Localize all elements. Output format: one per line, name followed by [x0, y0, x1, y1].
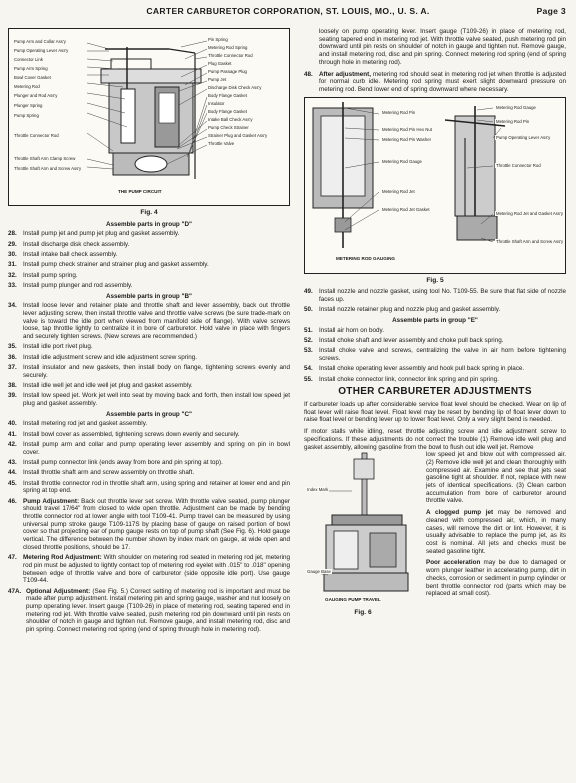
list-item [8, 354, 290, 362]
figure-5-metering-rod-gauging [304, 97, 566, 274]
list-item [8, 364, 290, 379]
list-item [304, 306, 566, 314]
fig5-label: Pump Operating Lever Ass'y [496, 134, 551, 140]
list-item [8, 431, 290, 439]
item-number: 48. [304, 70, 313, 78]
fig4-label: Insulator [208, 101, 225, 106]
list-item [8, 343, 290, 351]
list-item [8, 392, 290, 407]
list-item [8, 251, 290, 259]
list-item [304, 365, 566, 373]
paragraph [426, 559, 566, 598]
list-item [8, 498, 290, 552]
group-c-heading: Assemble parts in group "C" [105, 410, 193, 418]
item-text: After adjustment, [319, 70, 371, 78]
list-item [304, 347, 566, 362]
item-text: Install insulator and new gaskets, then install body on flange, tightening screws evenly and securely. [23, 364, 290, 379]
paragraph [426, 509, 566, 555]
item-text: Install air horn on body. [319, 326, 384, 334]
item-number: 42. [8, 441, 17, 448]
fig4-label: Throttle Valve [208, 141, 235, 146]
paragraph-lead: Poor acceleration [426, 559, 481, 567]
item-number: 35. [8, 343, 17, 351]
group-d-heading: Assemble parts in group "D" [105, 220, 193, 228]
item-text: Pump Adjustment: [23, 497, 80, 505]
item-number: 28. [8, 230, 17, 238]
item-text: Install pump connector link (ends away from bore and pin spring at top). [23, 459, 223, 466]
section-title: OTHER CARBURETER ADJUSTMENTS [338, 386, 532, 398]
item-number: 31. [8, 261, 17, 269]
fig6-inner-title: GAUGING PUMP TRAVEL [325, 597, 381, 603]
fig4-label: Throttle Shaft Arm Clamp Screw [14, 156, 76, 161]
item-text: Install choke shaft and lever assembly and choke pull back spring. [319, 337, 504, 345]
item-text: Install loose lever and retainer plate and throttle shaft and lever assembly, back out throttle lever adjusting screw, then install throttle valve and throttle valve screws (be sure trade-mark on valve is toward the idle port when viewed from manifold side of flange). With valve screws loose, tap throttle lightly to centralize it in bore of carburetor. Hold valve in place with fingers and securely tighten screws. (New screws are recommended.) [23, 302, 290, 341]
fig5-label: Metering Rod Gauge [382, 158, 422, 164]
item-number: 47. [8, 554, 17, 562]
fig5-label: Metering Rod Jet and Gasket Ass'y [496, 210, 563, 216]
list-item [304, 71, 566, 94]
item-text: Install idle well jet and idle well jet plug and gasket assembly. [23, 382, 193, 389]
fig4-label: Pump Operating Lever Ass'y [14, 48, 69, 53]
page-header [0, 6, 576, 20]
item-text: Install idle port rivet plug. [23, 343, 93, 351]
item-text: Install pump arm and collar and pump operating lever assembly and spring on pin in bowl cover. [23, 441, 290, 456]
item-number: 51. [304, 326, 313, 334]
paragraph: If carbureter loads up after considerable service float level should be checked. Wear on lip of float lever will raise float level. Float level may be reset by bending lip of float lever down to raise float level or bending lever up to lower float level. Only a very slight bend is needed. [304, 401, 566, 424]
figure-6-wrap [304, 451, 566, 617]
fig4-label: Pump Arm Spring [14, 66, 48, 71]
item-text: Install choke connector link, connector link spring and pin spring. [319, 375, 499, 383]
list-item [304, 327, 566, 335]
fig4-label: Pump Jet [208, 77, 227, 82]
item-text: Install choke valve and screws, centralizing the valve in air horn before tightening screws. [319, 347, 566, 363]
item-number: 41. [8, 430, 17, 438]
fig4-label: Throttle Connector Rod [208, 53, 253, 58]
item-text: Install metering rod jet and gasket assembly. [23, 420, 148, 428]
fig5-label: Metering Rod Pin Hex Nut [382, 126, 432, 132]
fig4-inner-title: THE PUMP CIRCUIT [118, 189, 162, 194]
item-text: Install pump check strainer and strainer plug and gasket assembly. [23, 261, 209, 269]
item-number: 55. [304, 375, 313, 383]
item-text: Install discharge disk check assembly. [23, 240, 130, 248]
metering-rod-drawing [305, 98, 565, 273]
fig4-label: Body Flange Gasket [208, 109, 247, 114]
right-column [304, 28, 566, 617]
item-number: 39. [8, 392, 17, 400]
item-text: Install intake ball check assembly. [23, 251, 118, 258]
list-item [8, 459, 290, 467]
item-number: 33. [8, 281, 17, 289]
item-number: 37. [8, 364, 17, 371]
list-item [8, 272, 290, 280]
list-item [8, 420, 290, 428]
fig4-label: Bowl Cover Gasket [14, 75, 51, 80]
group-e-heading: Assemble parts in group "E" [392, 317, 478, 325]
item-number: 34. [8, 302, 17, 310]
item-text: Install throttle connector rod in throttle shaft arm, using spring and retainer at lower end and pin spring at top end. [23, 479, 290, 495]
item-number: 44. [8, 469, 17, 477]
fig6-label: Index Mark [307, 487, 329, 493]
paragraph: low speed jet and blow out with compressed air. (2) Remove idle well jet and clean thoroughly with compressed air. Examine and see that jets seat gasoline tight at shoulder. If not, replace with new jets of identical specifications. (3) Clean carbon accumulation from bore of carburetor around throttle valve. [426, 451, 566, 505]
fig4-label: Intake Ball Check Ass'y [208, 117, 253, 122]
item-number: 47A. [8, 587, 22, 595]
fig5-label: Throttle Connector Rod [496, 162, 541, 168]
fig5-label: Metering Rod Pin [382, 109, 416, 115]
paragraph: If motor stalls while idling, reset throttle adjusting screw and idle adjustment screw to specifications. If these adjustments do not correct the trouble (1) Remove idle well plug and gasket assembly, allowing gasoline from the bowl to flush out idle well jet. Remove [304, 428, 566, 451]
list-item [8, 480, 290, 495]
group-b-heading: Assemble parts in group "B" [105, 292, 193, 300]
fig4-label: Pump Check Strainer [208, 125, 249, 130]
figure-6-caption: Fig. 6 [354, 609, 372, 617]
item-text: (See Fig. 5.) Correct setting of metering rod is important and must be made after pump adjustment. Install metering pin and spring gauge, washer and nut loosely on pump operating lever. Insert gauge (T109-26) in place of metering rod, seating tapered end in metering rod jet. With throttle valve seated, push metering rod pin downward until pin rests on shoulder of notch in gauge and tighten nut. Remove gauge, and install metering rod, disc and pin spring. Connect metering rod spring (end of spring through hole in metering rod). [26, 587, 290, 634]
item-text: With shoulder on metering rod seated in metering rod jet, metering rod pin must be adjusted to lightly contact top of metering rod eyelet with .015" to .018" opening between edge of throttle valve and bore of carburetor (side opposite idle port). Use gauge T109-44. [23, 554, 290, 585]
item-number: 52. [304, 337, 313, 345]
fig5-label: Metering Rod Pin [496, 118, 530, 124]
list-item [8, 587, 290, 634]
fig5-label: Throttle Shaft Arm and Screw Ass'y [496, 238, 564, 244]
fig4-label: Plunger Spring [14, 103, 43, 108]
page-number: Page 3 [536, 6, 566, 16]
fig4-label: Metering Rod [14, 84, 40, 89]
figure-4-pump-circuit [8, 28, 290, 206]
fig4-label: Strainer Plug and Gasket Ass'y [208, 133, 268, 138]
figure-4-caption: Fig. 4 [140, 209, 158, 216]
item-number: 32. [8, 271, 17, 279]
item-text [319, 71, 566, 94]
list-item [8, 382, 290, 390]
fig4-label: Throttle Shaft Arm and Screw Ass'y [14, 166, 82, 171]
item-text: Install pump spring. [23, 271, 78, 279]
list-item [8, 554, 290, 585]
fig5-label: Metering Rod Pin Washer [382, 136, 432, 142]
fig4-label: Pin Spring [208, 37, 228, 42]
item-number: 54. [304, 365, 313, 373]
item-text [23, 498, 290, 552]
left-column [8, 28, 290, 634]
fig4-label: Discharge Disk Check Ass'y [208, 85, 262, 90]
item-number: 30. [8, 251, 17, 258]
item-text: Install choke operating lever assembly and hook pull back spring in place. [319, 365, 525, 373]
item-number: 49. [304, 288, 313, 296]
fig4-label: Plug Gasket [208, 61, 232, 66]
fig5-label: Metering Rod Gauge [496, 104, 536, 110]
fig4-label: Metering Rod Spring [208, 45, 248, 50]
item-number: 40. [8, 420, 17, 428]
company-header: CARTER CARBURETOR CORPORATION, ST. LOUIS, MO., U. S. A. [146, 6, 430, 16]
list-item [304, 337, 566, 345]
list-item [8, 282, 290, 290]
list-item [8, 302, 290, 341]
fig4-label: Throttle Connector Rod [14, 133, 59, 138]
list-item [8, 469, 290, 477]
gauging-pump-travel-drawing [304, 451, 422, 613]
continued-paragraph: loosely on pump operating lever. Insert gauge (T109-26) in place of metering rod, seating tapered end in metering rod jet. With throttle valve seated, push metering rod pin downward until pin rests on shoulder of notch in gauge and tighten nut. Remove gauge, and install metering rod, disc and pin spring. Connect metering rod spring (end of spring through hole in metering rod). [319, 28, 566, 66]
item-number: 53. [304, 347, 313, 355]
item-number: 45. [8, 479, 17, 487]
list-item [8, 441, 290, 456]
item-text: Install nozzle retainer plug and nozzle plug and gasket assembly. [319, 306, 501, 314]
item-text: Install bowl cover as assembled, tightening screws down evenly and securely. [23, 430, 240, 438]
item-number: 46. [8, 497, 17, 505]
item-number: 36. [8, 353, 17, 361]
figure-6-gauging-pump-travel [304, 451, 422, 621]
item-text: Install low speed jet. Work jet well into seat by moving back and forth, then install low speed jet plug and gasket assembly. [23, 392, 290, 407]
fig4-label: Pump Passage Plug [208, 69, 247, 74]
fig6-label: Gauge Base [307, 569, 331, 575]
fig5-label: Metering Rod Jet [382, 188, 415, 194]
fig5-inner-title: METERING ROD GAUGING [336, 255, 395, 261]
list-item [304, 288, 566, 303]
item-text: Install throttle shaft arm and screw assembly on throttle shaft. [23, 469, 195, 477]
paragraph-lead: A clogged pump jet [426, 509, 494, 517]
fig4-label: Pump Spring [14, 113, 39, 118]
item-text: Metering Rod Adjustment: [23, 554, 102, 562]
item-number: 43. [8, 459, 17, 466]
fig4-label: Connector Link [14, 57, 43, 62]
item-number: 29. [8, 240, 17, 248]
item-text: Install pump plunger and rod assembly. [23, 281, 133, 289]
list-item [8, 261, 290, 269]
item-text: Install nozzle and nozzle gasket, using tool No. T109-55. Be sure that flat side of nozzle faces up. [319, 288, 566, 304]
list-item [8, 230, 290, 238]
list-item [304, 376, 566, 384]
item-number: 50. [304, 306, 313, 314]
item-text: Optional Adjustment: [26, 587, 91, 595]
fig4-label: Body Flange Gasket [208, 93, 247, 98]
fig4-label: Plunger and Rod Ass'y [14, 93, 58, 98]
list-item [8, 241, 290, 249]
item-text: metering rod should seat in metering rod jet when throttle is adjusted for normal curb idle. Metering rod spring must exert slight downward pressure on metering rod. Bend lower end of spring downward where necessary. [319, 70, 566, 93]
item-text: Install pump jet and pump jet plug and gasket assembly. [23, 230, 180, 238]
item-text: Install idle adjustment screw and idle adjustment screw spring. [23, 353, 197, 361]
paragraph-text: may be removed and cleaned with compressed air, which, in many cases, will remove the dirt or lint. However, it is usually advisable to replace the pump jet, as its cost is nominal. All jets and checks must be seated gasoline tight. [426, 509, 566, 555]
item-text [23, 554, 290, 585]
paragraph-text: may be due to damaged or worn plunger leather in accelerating pump, dirt in checks, corrosion or sediment in pump cylinder or bent throttle connector rod (parts which may be replaced at small cost). [426, 559, 566, 598]
figure-5-caption: Fig. 5 [426, 276, 444, 284]
fig5-label: Metering Rod Jet Gasket [382, 206, 430, 212]
item-text: Back out throttle lever set screw. With throttle valve seated, pump plunger should travel 17/64" from closed to wide open throttle. Adjustment can be made by bending throttle connector rod at lower angle with tool T109-41. Pump travel can be measured by using universal pump stroke gauge T109-117S by placing base of gauge on raised portion of bowl cover so that projecting ear of pump gauge rests on top of pump shaft (See Fig. 6). Hold gauge vertical. The difference between the number shown by index mark on gauge, at wide open and closed throttle positions, should be 17. [23, 497, 290, 551]
item-text [26, 587, 290, 634]
fig4-label: Pump Arm and Collar Ass'y [14, 39, 66, 44]
item-number: 38. [8, 382, 17, 389]
